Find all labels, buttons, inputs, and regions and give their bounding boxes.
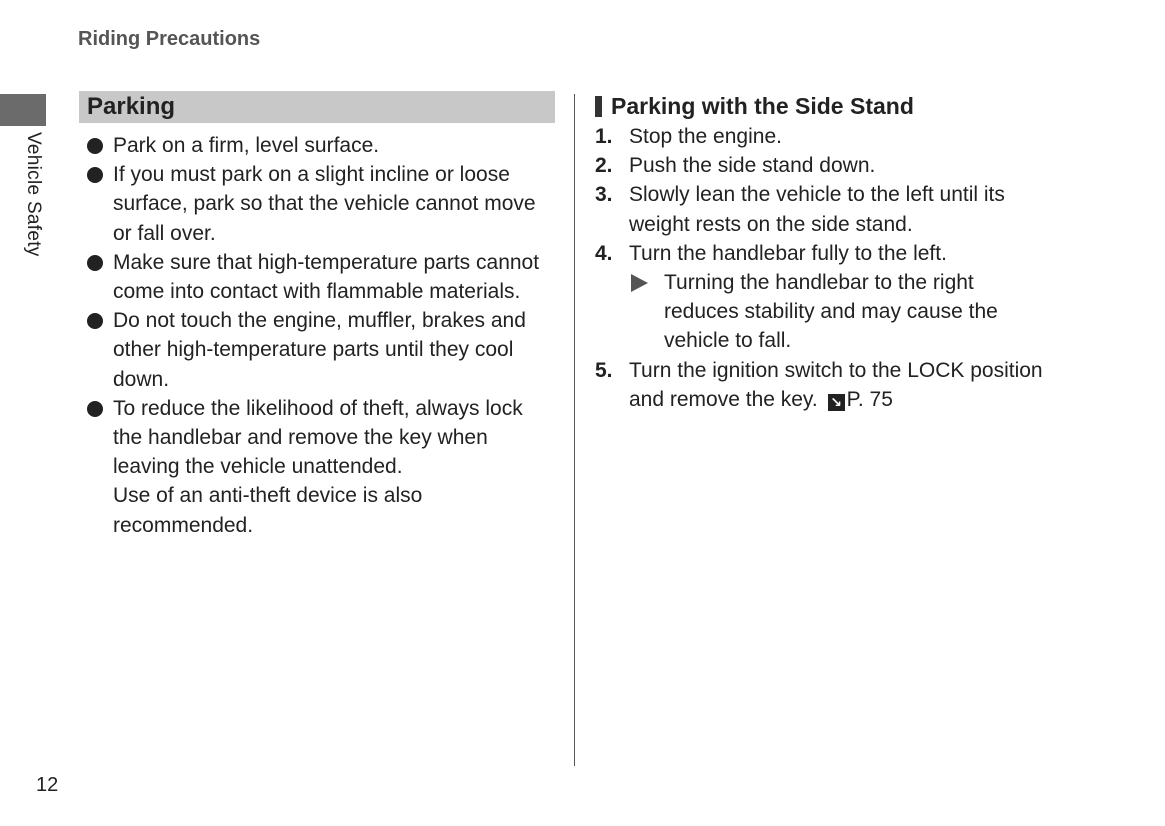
step-note (629, 268, 1045, 356)
list-item (79, 394, 555, 540)
note-arrow-icon (631, 274, 648, 292)
step-number: 1. (595, 125, 613, 148)
page-reference-icon[interactable]: ↘ (828, 394, 845, 411)
bullet-text: To reduce the likelihood of theft, always lock the handlebar and remove the key when leaving the vehicle unattended. (113, 396, 523, 479)
bullet-icon (87, 138, 103, 154)
bullet-icon (87, 167, 103, 183)
list-item (79, 131, 555, 160)
side-stand-heading (595, 91, 1045, 121)
list-item (79, 248, 555, 306)
bullet-text: Park on a firm, level surface. (113, 134, 380, 157)
bullet-text: Do not touch the engine, muffler, brakes and other high-temperature parts until they cool down. (113, 309, 526, 391)
page-number: 12 (36, 774, 59, 796)
step-item (595, 180, 1045, 238)
step-text: Push the side stand down. (629, 154, 876, 178)
step-number: 3. (595, 183, 613, 207)
page-reference-link[interactable]: P. 75 (846, 387, 893, 411)
step-text: Slowly lean the vehicle to the left until its weight rests on the side stand. (629, 183, 1005, 236)
column-divider (574, 94, 575, 766)
side-tab-label: Vehicle Safety (23, 132, 44, 257)
bullet-icon (87, 255, 103, 271)
parking-bullet-list (79, 131, 555, 540)
step-number: 4. (595, 241, 613, 265)
bullet-text: If you must park on a slight incline or loose surface, park so that the vehicle cannot move or fall over. (113, 163, 536, 245)
bullet-icon (87, 401, 103, 417)
step-item (595, 239, 1045, 356)
side-stand-steps (595, 122, 1045, 414)
bullet-icon (87, 313, 103, 329)
step-number: 5. (595, 358, 613, 382)
step-note-text: Turning the handlebar to the right reduces stability and may cause the vehicle to fall. (664, 271, 998, 353)
step-number: 2. (595, 154, 613, 178)
side-tab-marker (0, 94, 46, 126)
parking-section (79, 91, 555, 540)
side-stand-heading-text: Parking with the Side Stand (611, 93, 914, 119)
list-item (79, 306, 555, 394)
side-stand-section (595, 91, 1045, 414)
parking-heading: Parking (79, 91, 555, 123)
step-item (595, 122, 1045, 151)
heading-marker-icon (595, 96, 602, 117)
section-header: Riding Precautions (78, 28, 261, 50)
step-text: Turn the ignition switch to the LOCK position and remove the key. (629, 358, 1043, 411)
step-text: Turn the handlebar fully to the left. (629, 241, 947, 265)
step-text: Stop the engine. (629, 125, 782, 148)
list-item (79, 160, 555, 248)
bullet-continuation-text: Use of an anti-theft device is also recommended. (113, 484, 423, 537)
step-item (595, 356, 1045, 414)
bullet-text: Make sure that high-temperature parts cannot come into contact with flammable materials. (113, 250, 540, 304)
step-item (595, 151, 1045, 180)
